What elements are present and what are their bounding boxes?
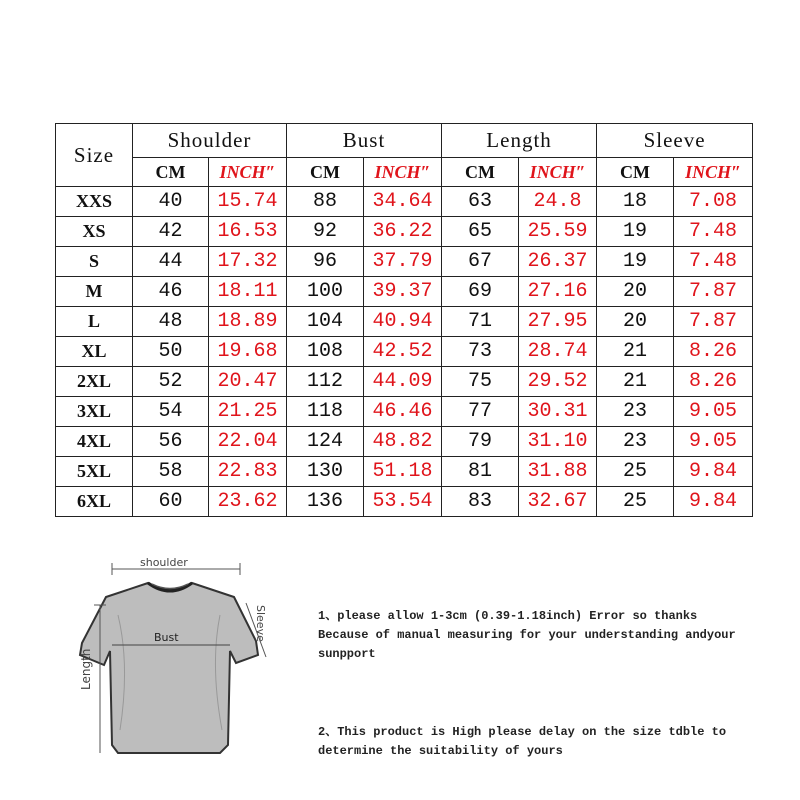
- size-cell: 3XL: [56, 397, 133, 427]
- cm-value-cell: 69: [442, 277, 519, 307]
- cm-value-cell: 21: [597, 367, 674, 397]
- inch-value-cell: 51.18: [364, 457, 442, 487]
- cm-value-cell: 25: [597, 457, 674, 487]
- inch-value-cell: 31.10: [519, 427, 597, 457]
- cm-value-cell: 83: [442, 487, 519, 517]
- inch-value-cell: 9.84: [674, 457, 753, 487]
- cm-value-cell: 100: [287, 277, 364, 307]
- cm-value-cell: 79: [442, 427, 519, 457]
- size-chart-table: [55, 123, 753, 517]
- cm-value-cell: 67: [442, 247, 519, 277]
- note-1-line-3: sunpport: [318, 647, 376, 661]
- inch-value-cell: 7.87: [674, 277, 753, 307]
- cm-value-cell: 19: [597, 217, 674, 247]
- inch-value-cell: 31.88: [519, 457, 597, 487]
- size-cell: M: [56, 277, 133, 307]
- inch-value-cell: 53.54: [364, 487, 442, 517]
- cm-value-cell: 42: [133, 217, 209, 247]
- sleeve-label: Sleeve: [254, 605, 267, 642]
- inch-header: INCH″: [519, 158, 597, 187]
- cm-value-cell: 71: [442, 307, 519, 337]
- cm-value-cell: 19: [597, 247, 674, 277]
- size-cell: 4XL: [56, 427, 133, 457]
- cm-value-cell: 73: [442, 337, 519, 367]
- cm-value-cell: 20: [597, 277, 674, 307]
- size-cell: 6XL: [56, 487, 133, 517]
- table-row: [56, 367, 753, 397]
- inch-value-cell: 44.09: [364, 367, 442, 397]
- table-row: [56, 247, 753, 277]
- cm-value-cell: 56: [133, 427, 209, 457]
- inch-value-cell: 26.37: [519, 247, 597, 277]
- bust-label: Bust: [154, 631, 179, 644]
- inch-value-cell: 18.11: [209, 277, 287, 307]
- inch-value-cell: 7.08: [674, 187, 753, 217]
- inch-value-cell: 19.68: [209, 337, 287, 367]
- table-row: [56, 307, 753, 337]
- inch-value-cell: 18.89: [209, 307, 287, 337]
- cm-value-cell: 136: [287, 487, 364, 517]
- cm-value-cell: 96: [287, 247, 364, 277]
- cm-value-cell: 81: [442, 457, 519, 487]
- inch-value-cell: 9.84: [674, 487, 753, 517]
- inch-value-cell: 9.05: [674, 427, 753, 457]
- table-row: [56, 427, 753, 457]
- inch-value-cell: 40.94: [364, 307, 442, 337]
- note-2-line-2: determine the suitability of yours: [318, 744, 563, 758]
- inch-header: INCH″: [209, 158, 287, 187]
- cm-value-cell: 25: [597, 487, 674, 517]
- inch-value-cell: 21.25: [209, 397, 287, 427]
- table-row: [56, 397, 753, 427]
- size-cell: L: [56, 307, 133, 337]
- inch-value-cell: 36.22: [364, 217, 442, 247]
- cm-value-cell: 58: [133, 457, 209, 487]
- size-table-body: [56, 187, 753, 517]
- cm-value-cell: 23: [597, 397, 674, 427]
- inch-value-cell: 7.48: [674, 247, 753, 277]
- table-row: [56, 457, 753, 487]
- note-2: [318, 723, 758, 761]
- inch-value-cell: 32.67: [519, 487, 597, 517]
- length-label: Length: [79, 648, 93, 690]
- cm-value-cell: 118: [287, 397, 364, 427]
- inch-value-cell: 28.74: [519, 337, 597, 367]
- unit-header-row: [56, 158, 753, 187]
- inch-value-cell: 24.8: [519, 187, 597, 217]
- size-header: Size: [56, 124, 133, 187]
- note-1-line-2: Because of manual measuring for your understanding andyour: [318, 628, 736, 642]
- size-cell: S: [56, 247, 133, 277]
- cm-value-cell: 63: [442, 187, 519, 217]
- inch-value-cell: 7.48: [674, 217, 753, 247]
- cm-value-cell: 60: [133, 487, 209, 517]
- inch-header: INCH″: [364, 158, 442, 187]
- cm-value-cell: 18: [597, 187, 674, 217]
- inch-value-cell: 30.31: [519, 397, 597, 427]
- size-cell: XS: [56, 217, 133, 247]
- inch-value-cell: 37.79: [364, 247, 442, 277]
- cm-value-cell: 40: [133, 187, 209, 217]
- cm-header: CM: [442, 158, 519, 187]
- cm-header: CM: [287, 158, 364, 187]
- table-row: [56, 187, 753, 217]
- cm-value-cell: 52: [133, 367, 209, 397]
- cm-value-cell: 130: [287, 457, 364, 487]
- inch-value-cell: 42.52: [364, 337, 442, 367]
- inch-value-cell: 25.59: [519, 217, 597, 247]
- inch-value-cell: 39.37: [364, 277, 442, 307]
- inch-value-cell: 15.74: [209, 187, 287, 217]
- tshirt-shape: [80, 583, 258, 753]
- cm-value-cell: 104: [287, 307, 364, 337]
- inch-value-cell: 16.53: [209, 217, 287, 247]
- cm-value-cell: 54: [133, 397, 209, 427]
- cm-header: CM: [133, 158, 209, 187]
- table-row: [56, 277, 753, 307]
- cm-value-cell: 112: [287, 367, 364, 397]
- note-1: [318, 607, 758, 664]
- table-row: [56, 337, 753, 367]
- inch-value-cell: 27.16: [519, 277, 597, 307]
- inch-value-cell: 23.62: [209, 487, 287, 517]
- cm-value-cell: 92: [287, 217, 364, 247]
- inch-value-cell: 22.04: [209, 427, 287, 457]
- size-cell: 5XL: [56, 457, 133, 487]
- shoulder-header: Shoulder: [133, 124, 287, 158]
- cm-value-cell: 23: [597, 427, 674, 457]
- inch-value-cell: 46.46: [364, 397, 442, 427]
- inch-header: INCH″: [674, 158, 753, 187]
- cm-value-cell: 48: [133, 307, 209, 337]
- note-1-line-1: 1、please allow 1-3cm (0.39-1.18inch) Error so thanks: [318, 609, 698, 623]
- tshirt-diagram: [70, 545, 275, 770]
- cm-value-cell: 124: [287, 427, 364, 457]
- cm-header: CM: [597, 158, 674, 187]
- table-row: [56, 487, 753, 517]
- size-cell: 2XL: [56, 367, 133, 397]
- shoulder-label: shoulder: [140, 556, 188, 569]
- inch-value-cell: 20.47: [209, 367, 287, 397]
- cm-value-cell: 75: [442, 367, 519, 397]
- inch-value-cell: 9.05: [674, 397, 753, 427]
- inch-value-cell: 17.32: [209, 247, 287, 277]
- table-row: [56, 217, 753, 247]
- size-cell: XL: [56, 337, 133, 367]
- cm-value-cell: 44: [133, 247, 209, 277]
- cm-value-cell: 21: [597, 337, 674, 367]
- inch-value-cell: 48.82: [364, 427, 442, 457]
- cm-value-cell: 50: [133, 337, 209, 367]
- cm-value-cell: 108: [287, 337, 364, 367]
- sleeve-header: Sleeve: [597, 124, 753, 158]
- inch-value-cell: 8.26: [674, 337, 753, 367]
- cm-value-cell: 77: [442, 397, 519, 427]
- cm-value-cell: 88: [287, 187, 364, 217]
- cm-value-cell: 65: [442, 217, 519, 247]
- length-header: Length: [442, 124, 597, 158]
- inch-value-cell: 22.83: [209, 457, 287, 487]
- size-cell: XXS: [56, 187, 133, 217]
- cm-value-cell: 20: [597, 307, 674, 337]
- inch-value-cell: 8.26: [674, 367, 753, 397]
- inch-value-cell: 7.87: [674, 307, 753, 337]
- group-header-row: [56, 124, 753, 158]
- inch-value-cell: 27.95: [519, 307, 597, 337]
- bust-header: Bust: [287, 124, 442, 158]
- note-2-line-1: 2、This product is High please delay on the size tdble to: [318, 725, 727, 739]
- inch-value-cell: 34.64: [364, 187, 442, 217]
- inch-value-cell: 29.52: [519, 367, 597, 397]
- cm-value-cell: 46: [133, 277, 209, 307]
